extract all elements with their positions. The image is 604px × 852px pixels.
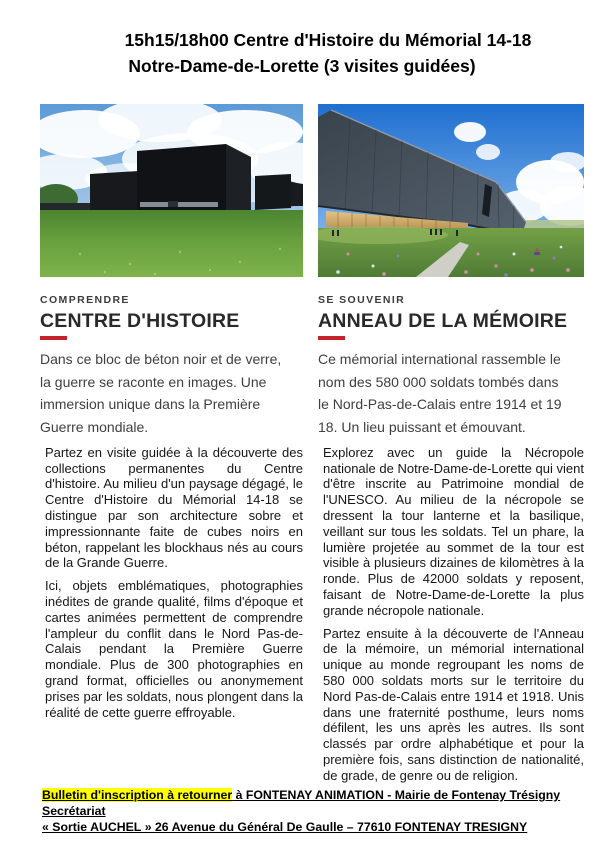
left-body: [40, 445, 303, 721]
footer-line-2: « Sortie AUCHEL » 26 Avenue du Général De Gaulle – 77610 FONTENAY TRESIGNY: [42, 820, 528, 834]
grass: [40, 210, 303, 277]
left-eyebrow: COMPRENDRE: [40, 294, 130, 306]
registration-footer: [42, 787, 587, 835]
right-paragraph-1: Explorez avec un guide la Nécropole nationale de Notre-Dame-de-Lorette qui vient d'être inscrite au Patrimoine mondial de l'UNESCO. Au milieu de la nécropole se dressent la tour lanterne et la basilique, veillant sur tous les soldats. Tel un phare, la lumière projetée au sommet de la tour est visible à plusieurs dizaines de kilomètres à la ronde. Plus de 42000 soldats y reposent, faisant de Notre-Dame-de-Lorette la plus grande nécropole nationale.: [323, 444, 584, 618]
right-heading: ANNEAU DE LA MÉMOIRE: [318, 310, 568, 332]
footer-highlight: Bulletin d'inscription à retourner: [42, 788, 233, 802]
right-red-dash: [318, 336, 345, 340]
page-title-line2: Notre-Dame-de-Lorette (3 visites guidées): [128, 56, 476, 76]
footer-line1-rest: à FONTENAY ANIMATION - Mairie de Fontenay Trésigny Secrétariat: [42, 788, 561, 818]
left-heading: CENTRE D'HISTOIRE: [40, 310, 240, 332]
anneau-memoire-photo: [318, 104, 584, 277]
left-lead: Dans ce bloc de béton noir et de verre, la guerre se raconte en images. Une immersion unique dans la Première Guerre mondiale.: [40, 351, 282, 436]
two-column-layout: [40, 104, 584, 791]
right-body: [318, 445, 584, 784]
centre-histoire-photo: [40, 104, 303, 277]
page-title-line1: 15h15/18h00 Centre d'Histoire du Mémorial 14-18: [124, 30, 532, 50]
footer-line-1: [42, 787, 587, 819]
column-centre-histoire: [40, 104, 303, 791]
column-anneau-memoire: [318, 104, 584, 791]
left-red-dash: [40, 336, 67, 340]
left-paragraph-1: Partez en visite guidée à la découverte des collections permanentes du Centre d'histoire. Au milieu d'un paysage dégagé, le Centre d'Histoire du Mémorial 14-18 se distingue par son architecture sobre et impressionnante faite de cubes noirs en béton, rappelant les blockhaus nés au cours de la Grande Guerre.: [45, 444, 303, 571]
left-paragraph-2: Ici, objets emblématiques, photographies inédites de grande qualité, films d'époque et cartes animées permettent de comprendre l'ampleur du conflit dans le Nord Pas-de-Calais pendant la Première Guerre mondiale. Plus de 300 photographies en grand format, officielles ou anonymement prises par les soldats, nous plongent dans la réalité de cette guerre effroyable.: [45, 578, 303, 720]
right-eyebrow: SE SOUVENIR: [318, 294, 406, 306]
right-paragraph-2: Partez ensuite à la découverte de l'Anneau de la mémoire, un mémorial international unique au monde regroupant les noms de 580 000 soldats morts sur le territoire du Nord Pas-de-Calais entre 1914 et 1918. Unis dans une fraternité posthume, leurs noms défilent, les uns après les autres. Ils sont classés par ordre alphabétique et pour la première fois, sans distinction de nationalité, de grade, de genre ou de religion.: [323, 625, 584, 783]
right-lead: Ce mémorial international rassemble le nom des 580 000 soldats tombés dans le Nord-Pas-de-Calais entre 1914 et 19 18. Un lieu puissant et émouvant.: [318, 351, 562, 436]
page-title: [32, 27, 572, 79]
